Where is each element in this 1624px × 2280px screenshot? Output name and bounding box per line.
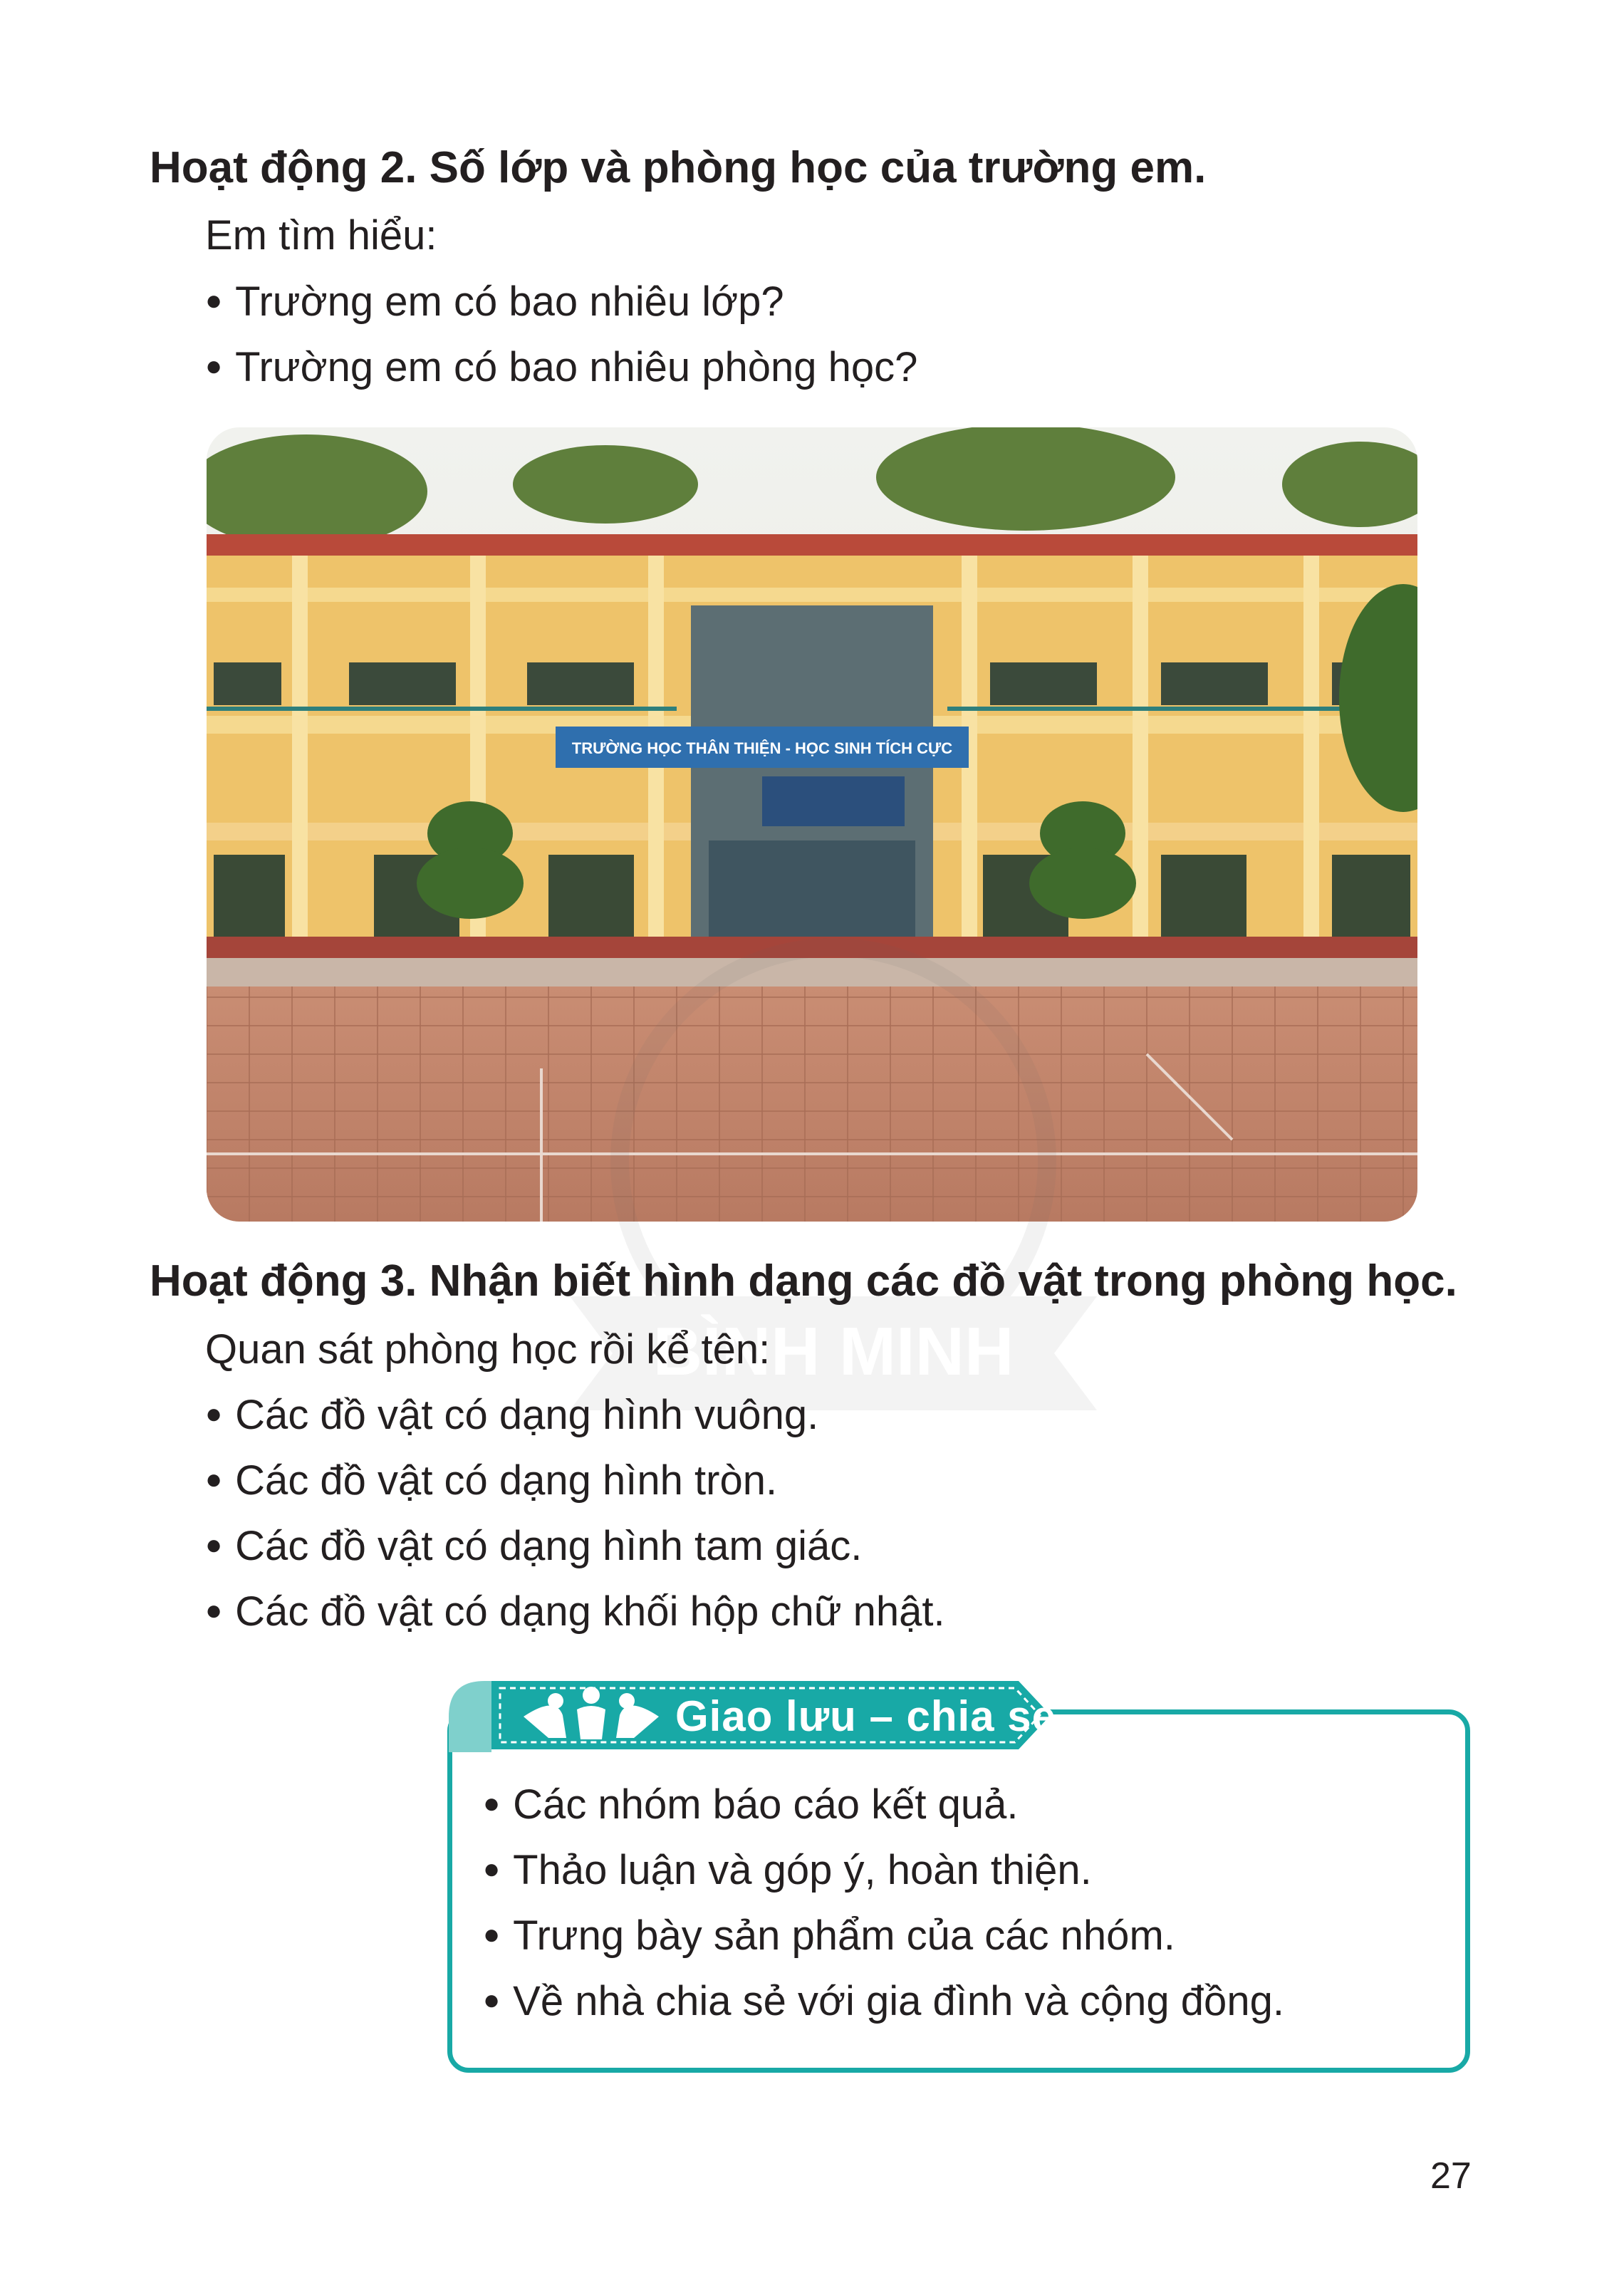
share-title: Giao lưu – chia sẻ: [675, 1692, 1056, 1740]
watermark-logo: [527, 926, 1140, 1467]
page-number: 27: [1430, 2155, 1472, 2197]
activity-3-intro: Quan sát phòng học rồi kể tên:: [205, 1326, 771, 1373]
watermark-text: BÌNH MINH: [652, 1313, 1014, 1390]
activity-2-title: Hoạt động 2. Số lớp và phòng học của trường em.: [150, 143, 1207, 192]
activity-3-item: ● Các đồ vật có dạng khối hộp chữ nhật.: [205, 1591, 945, 1633]
activity-3-item: ● Các đồ vật có dạng hình vuông.: [205, 1395, 818, 1436]
share-item: ● Thảo luận và góp ý, hoàn thiện.: [483, 1850, 1092, 1891]
activity-2-item: ● Trường em có bao nhiêu lớp?: [205, 281, 784, 323]
photo-banner-text: TRƯỜNG HỌC THÂN THIỆN - HỌC SINH TÍCH CỰC: [571, 739, 953, 757]
activity-3-item: ● Các đồ vật có dạng hình tam giác.: [205, 1526, 862, 1567]
activity-2-intro: Em tìm hiểu:: [205, 212, 437, 259]
activity-2-item: ● Trường em có bao nhiêu phòng học?: [205, 347, 917, 388]
share-item: ● Về nhà chia sẻ với gia đình và cộng đồng.: [483, 1981, 1284, 2022]
share-item: ● Trưng bày sản phẩm của các nhóm.: [483, 1915, 1175, 1957]
activity-3-title: Hoạt động 3. Nhận biết hình dạng các đồ vật trong phòng học.: [150, 1256, 1457, 1306]
share-item: ● Các nhóm báo cáo kết quả.: [483, 1784, 1019, 1826]
activity-3-item: ● Các đồ vật có dạng hình tròn.: [205, 1460, 777, 1501]
